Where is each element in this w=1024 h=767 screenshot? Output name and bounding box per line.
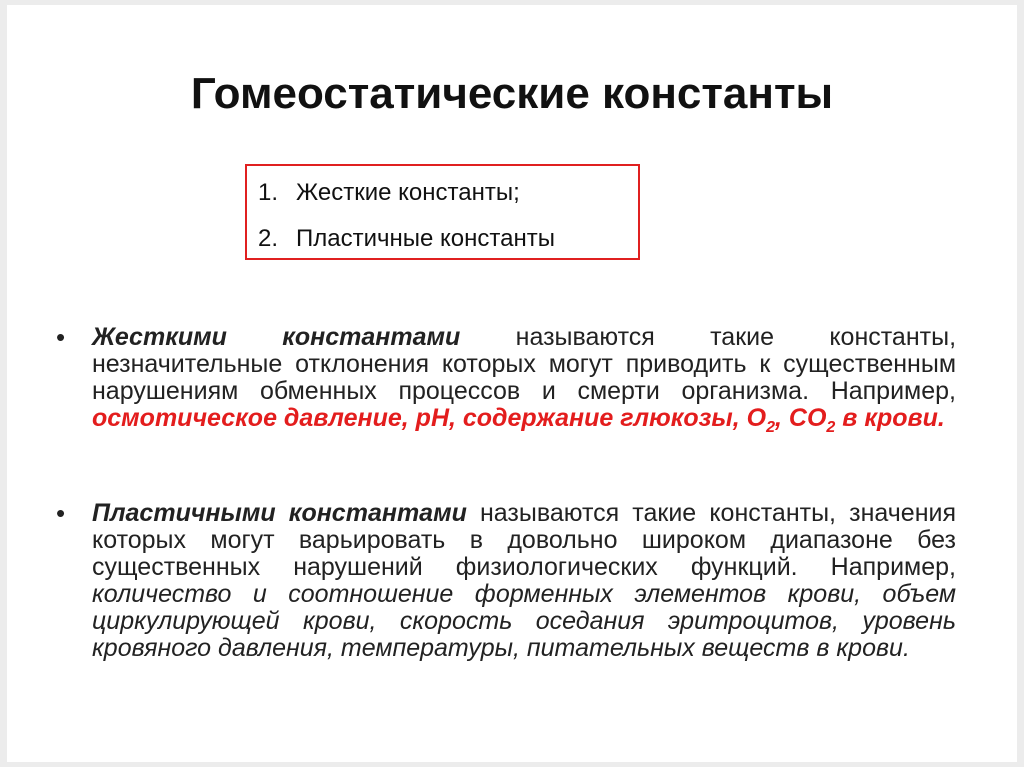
bullet-marker: •	[56, 498, 66, 528]
slide-title: Гомеостатические константы	[190, 69, 834, 118]
plastic-examples: количество и соотношение форменных элементов крови, объем циркулирующей крови, скорость оседания эритроцитов, уровень кровяного давления, температуры, питательных веществ в крови.	[92, 580, 956, 662]
rigid-definition: называются такие константы, незначительные отклонения которых могут приводить к существенным нарушениям обменных процессов и смерти организма. Например,	[92, 323, 957, 405]
rigid-example-part: осмотическое давление, pH, содержание глюкозы, O	[92, 404, 767, 432]
plastic-term: Пластичными константами	[92, 499, 467, 527]
rigid-examples	[92, 404, 945, 436]
plastic-constants-paragraph	[92, 500, 956, 662]
item-text: Пластичные константы	[296, 225, 555, 252]
item-number: 1.	[258, 179, 279, 206]
plastic-definition: называются такие константы, значения которых могут варьировать в довольно широком диапазоне без существенных нарушений физиологических функций. Например,	[92, 499, 957, 581]
constant-types-box	[245, 164, 640, 260]
item-text: Жесткие константы;	[296, 179, 520, 206]
rigid-example-part: в крови.	[835, 404, 945, 432]
constant-type-item	[258, 224, 555, 254]
item-number: 2.	[258, 225, 279, 252]
constant-type-item	[258, 178, 520, 208]
subscript: 2	[826, 419, 836, 436]
bullet-marker: •	[56, 322, 66, 352]
subscript: 2	[766, 419, 776, 436]
rigid-example-part: , CO	[775, 404, 827, 432]
rigid-constants-paragraph	[92, 323, 957, 436]
rigid-term: Жесткими константами	[92, 323, 461, 351]
